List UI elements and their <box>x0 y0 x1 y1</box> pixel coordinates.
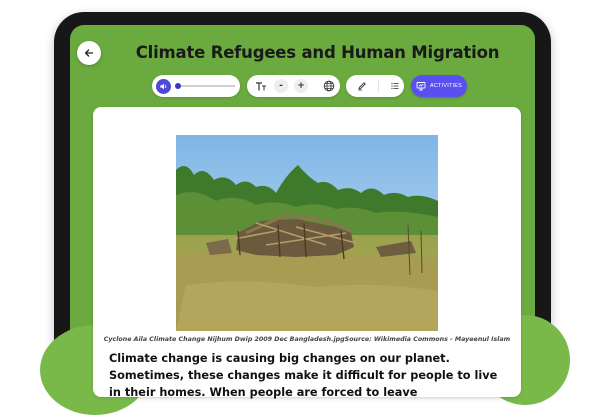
text-size-button[interactable] <box>254 79 268 93</box>
globe-icon <box>323 80 335 92</box>
highlight-button[interactable] <box>355 79 369 93</box>
arrow-left-icon <box>84 48 94 58</box>
notes-button[interactable] <box>388 79 402 93</box>
volume-slider-handle[interactable] <box>175 83 181 89</box>
article-body: Climate change is causing big changes on our planet. Sometimes, these changes make it difficult for people to live in their homes. When people are forced to leave <box>109 352 498 399</box>
speaker-icon <box>159 82 168 91</box>
app-screen <box>70 25 535 399</box>
photo-caption: Cyclone Aila Climate Change Nijhum Dwip 2009 Dec Bangladesh.jpgSource: Wikimedia Commons - Mayeenul Islam <box>103 336 511 343</box>
toolbar-divider <box>378 80 379 92</box>
increase-text-button[interactable]: + <box>294 79 308 93</box>
list-icon <box>390 81 400 91</box>
audio-controls <box>152 75 240 97</box>
text-size-icon <box>255 81 267 92</box>
article-card <box>93 107 521 397</box>
language-button[interactable] <box>322 79 336 93</box>
text-controls <box>247 75 340 97</box>
volume-slider[interactable] <box>177 85 235 87</box>
decrease-text-button[interactable]: - <box>274 79 288 93</box>
pen-icon <box>357 81 367 91</box>
play-audio-button[interactable] <box>156 79 171 94</box>
back-button[interactable] <box>77 41 101 65</box>
presentation-icon <box>416 81 426 91</box>
tablet-frame <box>54 12 551 399</box>
page-title: Climate Refugees and Human Migration <box>135 43 500 62</box>
activities-label: ACTIVITIES <box>430 83 462 89</box>
activities-button[interactable] <box>411 75 467 97</box>
article-photo <box>176 135 438 331</box>
annotation-tools <box>346 75 404 97</box>
